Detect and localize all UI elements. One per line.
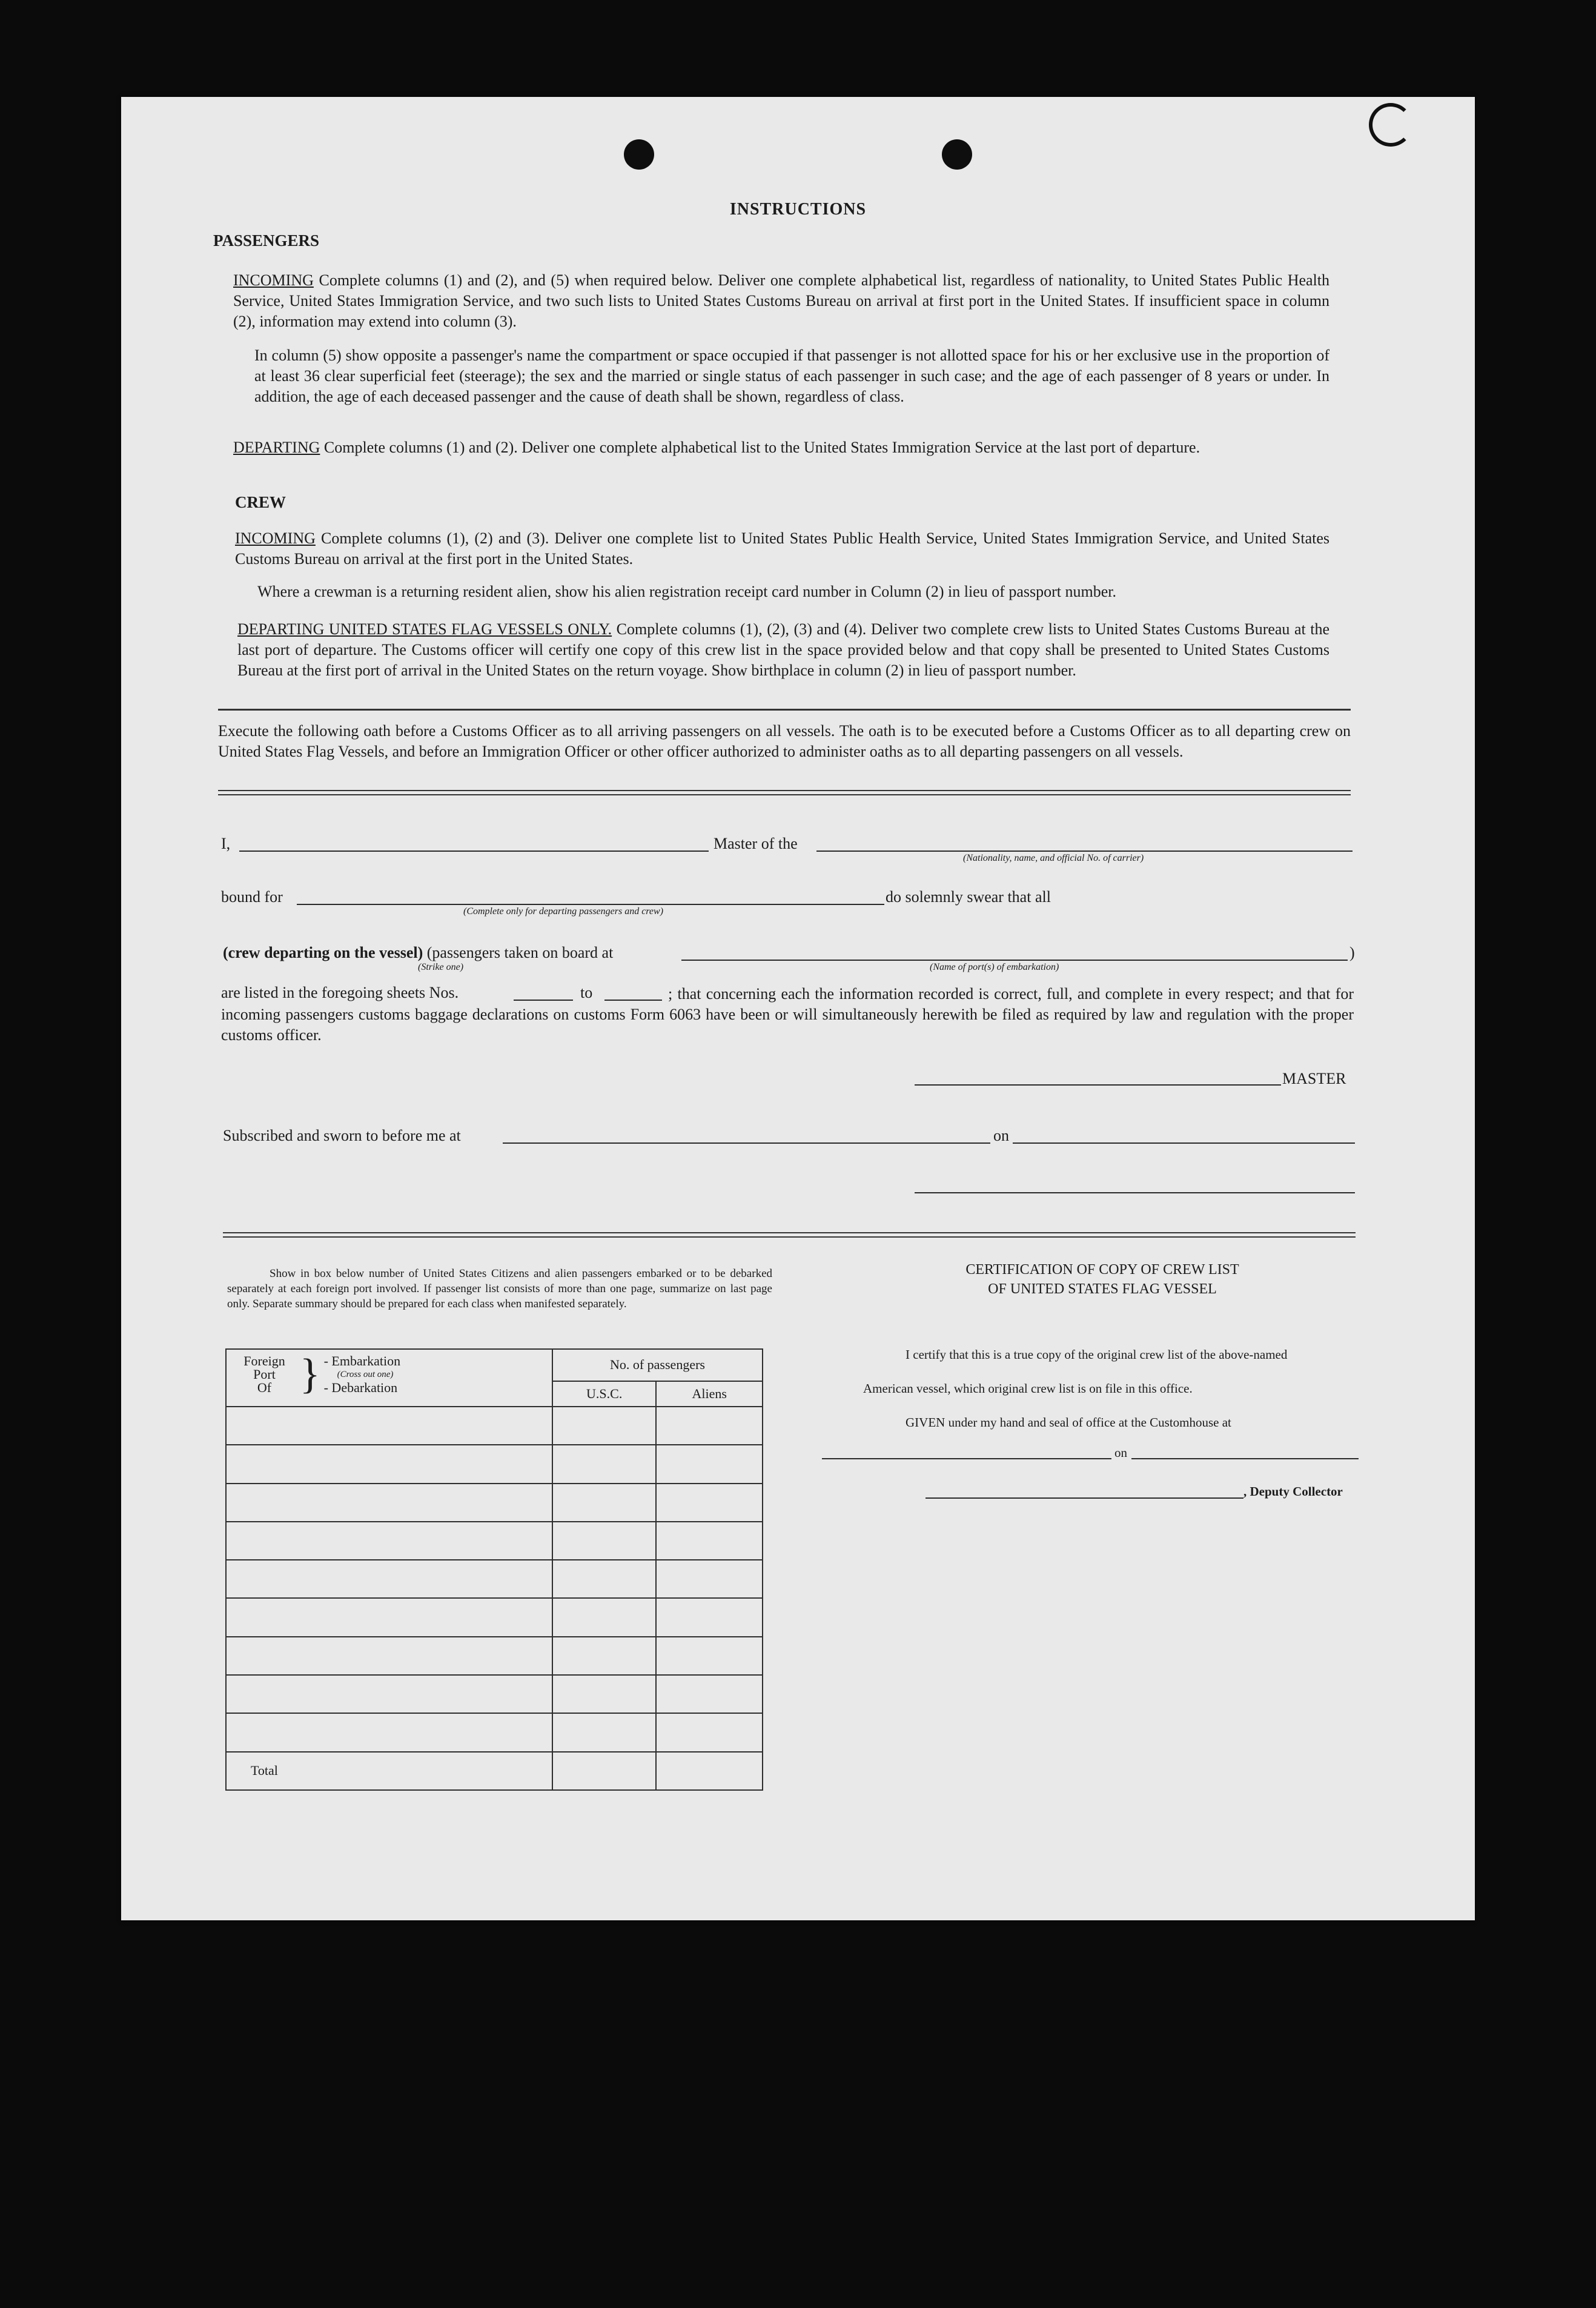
given-line: GIVEN under my hand and seal of office at the Customhouse at <box>906 1415 1231 1430</box>
table-cell-usc[interactable] <box>552 1407 657 1445</box>
customhouse-field[interactable] <box>822 1458 1111 1459</box>
incoming-text: Complete columns (1) and (2), and (5) when required below. Deliver one complete alphabetical list, regardless of nationality, to United States Public Health Service, United States Immigration Service, and two such lists to United States Customs Bureau on arrival at first port in the United States. If insufficient space in column (2), information may extend into column (3). <box>233 271 1329 330</box>
embark-options[interactable] <box>324 1355 400 1394</box>
table-cell-usc[interactable] <box>552 1560 657 1598</box>
foreign-port-of <box>233 1355 296 1394</box>
table-cell-aliens[interactable] <box>656 1484 763 1522</box>
of-label: Of <box>257 1380 272 1395</box>
crew-incoming-label: INCOMING <box>235 529 316 547</box>
port-label: Port <box>253 1367 276 1382</box>
brace-glyph: } <box>300 1351 320 1398</box>
table-cell-aliens[interactable] <box>656 1407 763 1445</box>
table-cell-usc[interactable] <box>552 1637 657 1675</box>
page-title: INSTRUCTIONS <box>729 200 867 219</box>
crew-departing-text: (crew departing on the vessel) <box>223 944 423 961</box>
divider <box>223 1232 1356 1238</box>
certification-heading <box>878 1260 1326 1299</box>
divider <box>218 709 1351 711</box>
total-aliens[interactable] <box>656 1752 763 1790</box>
departing-label: DEPARTING <box>233 439 320 456</box>
cross-out-note: (Cross out one) <box>337 1370 394 1379</box>
table-cell-aliens[interactable] <box>656 1522 763 1560</box>
departing-text: Complete columns (1) and (2). Deliver one complete alphabetical list to the United States Immigration Service at the last port of departure. <box>323 439 1200 456</box>
punch-hole <box>624 139 654 170</box>
summary-table <box>225 1348 763 1791</box>
deputy-signature-field[interactable] <box>925 1497 1243 1499</box>
crew-incoming-text: Complete columns (1), (2) and (3). Deliver one complete list to United States Public Health Service, United States Immigration Service, and United States Customs Bureau on arrival at the first port in the United States. <box>235 529 1329 568</box>
debarkation-label: - Debarkation <box>323 1380 398 1395</box>
deputy-collector-label: , Deputy Collector <box>1243 1484 1343 1499</box>
subscribed-label: Subscribed and sworn to before me at <box>223 1127 461 1144</box>
table-cell-port[interactable] <box>226 1675 552 1713</box>
crew-incoming-paragraph <box>235 528 1329 569</box>
foreign-label: Foreign <box>243 1353 285 1368</box>
summary-note: Show in box below number of United States Citizens and alien passengers embarked or to be debarked separately at each foreign port involved. If passenger list consists of more than one page, summarize on last page only. Separate summary should be prepared for each class when manifested separately. <box>227 1267 772 1310</box>
crew-departing-label: DEPARTING UNITED STATES FLAG VESSELS ONLY. <box>237 620 612 638</box>
certify-line-1: I certify that this is a true copy of the original crew list of the above-named <box>906 1347 1288 1362</box>
bound-note: (Complete only for departing passengers and crew) <box>463 906 664 917</box>
master-of-label: Master of the <box>714 835 798 852</box>
crew-heading: CREW <box>235 493 286 511</box>
table-cell-usc[interactable] <box>552 1713 657 1751</box>
table-cell-aliens[interactable] <box>656 1560 763 1598</box>
table-cell-port[interactable] <box>226 1484 552 1522</box>
cert-date-field[interactable] <box>1131 1458 1359 1459</box>
table-cell-aliens[interactable] <box>656 1445 763 1483</box>
passengers-incoming-paragraph <box>233 270 1329 332</box>
cert-on-label: on <box>1114 1445 1127 1460</box>
column5-paragraph: In column (5) show opposite a passenger's name the compartment or space occupied if that passenger is not allotted space for his or her exclusive use in the proportion of at least 36 clear superficial feet (steerage); the sex and the married or single status of each passenger in such case; and the age of each passenger of 8 years or under. In addition, the age of each deceased passenger and the cause of death shall be shown, regardless of class. <box>254 347 1329 405</box>
listed-a-text: are listed in the foregoing sheets Nos. <box>221 984 459 1001</box>
table-cell-usc[interactable] <box>552 1522 657 1560</box>
table-cell-aliens[interactable] <box>656 1637 763 1675</box>
oath-i-label: I, <box>221 835 231 852</box>
table-cell-port[interactable] <box>226 1407 552 1445</box>
form-page <box>121 97 1475 1920</box>
master-name-field[interactable] <box>239 851 709 852</box>
passengers-departing-paragraph <box>233 437 1329 458</box>
table-cell-port[interactable] <box>226 1445 552 1483</box>
certify-line-2: American vessel, which original crew list is on file in this office. <box>863 1381 1193 1396</box>
ports-note: (Name of port(s) of embarkation) <box>930 962 1059 972</box>
clip-mark <box>1369 103 1412 147</box>
incoming-label: INCOMING <box>233 271 314 289</box>
crew-resident-paragraph: Where a crewman is a returning resident alien, show his alien registration receipt card number in Column (2) in lieu of passport number. <box>257 583 1117 600</box>
crew-departing-paragraph <box>237 619 1329 681</box>
certification-body <box>863 1338 1366 1439</box>
subscribed-date-field[interactable] <box>1013 1142 1355 1144</box>
strike-one-note: (Strike one) <box>418 962 464 972</box>
usc-header: U.S.C. <box>552 1381 657 1407</box>
bound-for-label: bound for <box>221 888 283 906</box>
table-cell-usc[interactable] <box>552 1445 657 1483</box>
certification-heading-1: CERTIFICATION OF COPY OF CREW LIST <box>965 1262 1239 1278</box>
divider <box>218 790 1351 795</box>
swear-text: do solemnly swear that all <box>886 888 1051 906</box>
table-cell-usc[interactable] <box>552 1675 657 1713</box>
table-cell-aliens[interactable] <box>656 1598 763 1636</box>
table-cell-port[interactable] <box>226 1637 552 1675</box>
port-header-cell <box>226 1349 552 1407</box>
passengers-heading: PASSENGERS <box>213 231 320 250</box>
table-cell-port[interactable] <box>226 1598 552 1636</box>
certification-heading-2: OF UNITED STATES FLAG VESSEL <box>988 1281 1217 1297</box>
master-signature-field[interactable] <box>915 1084 1281 1086</box>
table-cell-usc[interactable] <box>552 1484 657 1522</box>
close-paren: ) <box>1349 944 1355 961</box>
subscribed-place-field[interactable] <box>503 1142 990 1144</box>
passengers-taken-text: (passengers taken on board at <box>426 944 614 961</box>
ports-field[interactable] <box>681 960 1348 961</box>
table-cell-port[interactable] <box>226 1713 552 1751</box>
officer-signature-field[interactable] <box>915 1192 1355 1193</box>
table-cell-aliens[interactable] <box>656 1675 763 1713</box>
punch-hole <box>942 139 972 170</box>
master-label: MASTER <box>1282 1070 1346 1087</box>
listed-to-text: to <box>580 984 593 1001</box>
listed-b-text: ; that concerning each the information recorded is correct, full, and complete in every respect; and that for incoming passengers customs baggage declarations on customs Form 6063 have been or will simultaneously herewith be filed as required by law and regulation with the proper customs officer. <box>221 985 1354 1044</box>
table-cell-port[interactable] <box>226 1560 552 1598</box>
total-usc[interactable] <box>552 1752 657 1790</box>
table-cell-aliens[interactable] <box>656 1713 763 1751</box>
total-label: Total <box>226 1752 552 1790</box>
table-cell-port[interactable] <box>226 1522 552 1560</box>
carrier-note: (Nationality, name, and official No. of carrier) <box>963 853 1144 863</box>
no-passengers-header: No. of passengers <box>552 1349 763 1381</box>
crew-departing-option <box>223 944 613 962</box>
subscribed-on-label: on <box>993 1127 1009 1144</box>
bound-for-field[interactable] <box>297 904 884 905</box>
table-cell-usc[interactable] <box>552 1598 657 1636</box>
crew-departing-text: Complete columns (1), (2), (3) and (4). Deliver two complete crew lists to United States Customs Bureau at the last port of departure. The Customs officer will certify one copy of this crew list in the space provided below and that copy shall be presented to United States Customs Bureau at the first port of arrival in the United States on the return voyage. Show birthplace in column (2) in lieu of passport number. <box>237 620 1330 679</box>
oath-intro: Execute the following oath before a Customs Officer as to all arriving passengers on all vessels. The oath is to be executed before a Customs Officer as to all departing crew on United States Flag Vessels, and before an Immigration Officer or other officer authorized to administer oaths as to all departing passengers on all vessels. <box>218 722 1351 760</box>
embarkation-label: - Embarkation <box>323 1353 401 1368</box>
aliens-header: Aliens <box>656 1381 763 1407</box>
carrier-field[interactable] <box>816 851 1353 852</box>
